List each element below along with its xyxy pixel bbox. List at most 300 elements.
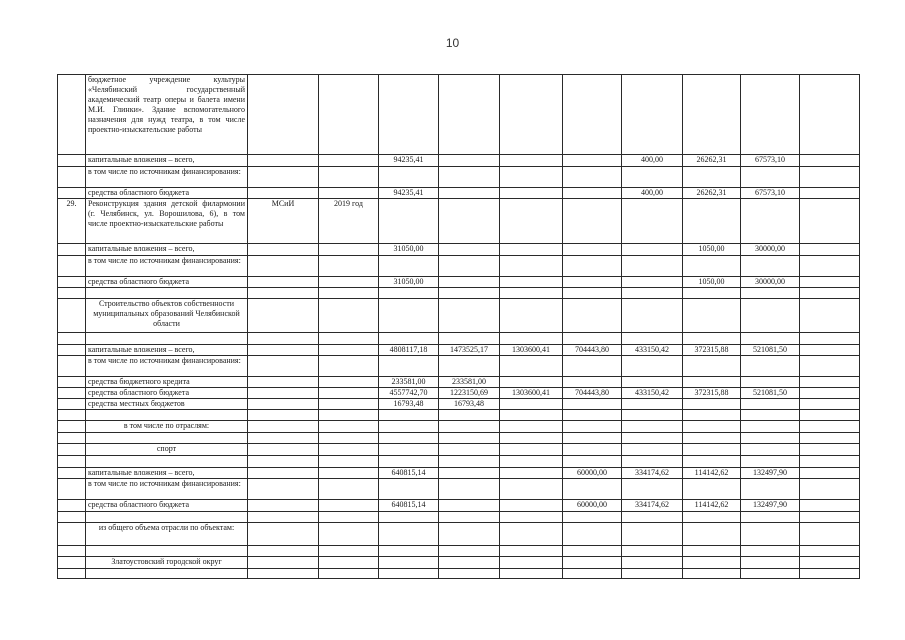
organization-cell [248,167,319,188]
row-number-cell [58,333,86,345]
value-cell [741,433,800,444]
value-cell [439,421,500,433]
table-row [58,277,860,288]
value-cell [563,557,622,569]
value-cell [439,468,500,479]
value-cell: 400,00 [622,155,683,167]
period-cell [319,546,379,557]
value-cell [439,277,500,288]
value-cell [439,75,500,155]
value-cell [439,299,500,333]
row-number-cell [58,557,86,569]
value-cell [741,333,800,345]
blank-cell [800,256,860,277]
value-cell: 233581,00 [439,377,500,388]
value-cell [622,433,683,444]
value-cell: 521081,50 [741,345,800,356]
period-cell [319,512,379,523]
value-cell [622,167,683,188]
value-cell [622,256,683,277]
table-row [58,433,860,444]
value-cell [439,288,500,299]
period-cell [319,277,379,288]
description-cell: капитальные вложения – всего, [86,244,248,256]
value-cell [500,479,563,500]
table-row [58,244,860,256]
value-cell: 334174,62 [622,500,683,512]
value-cell [439,444,500,456]
organization-cell [248,388,319,399]
value-cell: 1223150,69 [439,388,500,399]
value-cell [741,569,800,579]
row-number-cell: 29. [58,199,86,244]
value-cell: 640815,14 [379,500,439,512]
description-cell: в том числе по источникам финансирования: [86,479,248,500]
value-cell [439,410,500,421]
value-cell [741,288,800,299]
description-cell: средства бюджетного кредита [86,377,248,388]
page-number: 10 [445,36,460,50]
value-cell: 4557742,70 [379,388,439,399]
value-cell [500,155,563,167]
value-cell [379,523,439,546]
value-cell [741,399,800,410]
value-cell [439,167,500,188]
table-row [58,500,860,512]
value-cell [563,512,622,523]
description-cell: из общего объема отрасли по объектам: [86,523,248,546]
value-cell [439,512,500,523]
table-row [58,155,860,167]
value-cell: 4808117,18 [379,345,439,356]
description-cell [86,333,248,345]
organization-cell [248,277,319,288]
value-cell [379,167,439,188]
value-cell [563,377,622,388]
value-cell [741,479,800,500]
blank-cell [800,410,860,421]
table-row [58,288,860,299]
table-row [58,356,860,377]
organization-cell [248,345,319,356]
blank-cell [800,199,860,244]
table-body [58,75,860,579]
period-cell [319,433,379,444]
value-cell [622,557,683,569]
blank-cell [800,421,860,433]
value-cell [379,512,439,523]
value-cell [500,444,563,456]
value-cell: 16793,48 [379,399,439,410]
value-cell [741,377,800,388]
row-number-cell [58,500,86,512]
value-cell [500,299,563,333]
value-cell [500,410,563,421]
row-number-cell [58,468,86,479]
value-cell: 521081,50 [741,388,800,399]
value-cell [379,75,439,155]
value-cell [439,356,500,377]
value-cell: 30000,00 [741,277,800,288]
organization-cell [248,299,319,333]
value-cell [500,167,563,188]
value-cell [683,512,741,523]
value-cell [439,546,500,557]
value-cell [563,433,622,444]
description-cell: средства областного бюджета [86,500,248,512]
value-cell [500,199,563,244]
value-cell [563,410,622,421]
blank-cell [800,479,860,500]
value-cell: 1303600,41 [500,345,563,356]
period-cell: 2019 год [319,199,379,244]
period-cell [319,333,379,345]
organization-cell [248,523,319,546]
blank-cell [800,277,860,288]
row-number-cell [58,244,86,256]
table-row [58,421,860,433]
table-row [58,377,860,388]
period-cell [319,410,379,421]
blank-cell [800,569,860,579]
organization-cell [248,421,319,433]
organization-cell [248,444,319,456]
value-cell [622,410,683,421]
value-cell [379,456,439,468]
value-cell [683,167,741,188]
blank-cell [800,244,860,256]
value-cell [563,288,622,299]
description-cell: в том числе по отраслям: [86,421,248,433]
organization-cell [248,75,319,155]
period-cell [319,479,379,500]
value-cell: 704443,80 [563,345,622,356]
value-cell [500,256,563,277]
value-cell [500,546,563,557]
value-cell [439,523,500,546]
value-cell [563,75,622,155]
value-cell [741,421,800,433]
value-cell [683,557,741,569]
value-cell [563,569,622,579]
period-cell [319,256,379,277]
row-number-cell [58,345,86,356]
period-cell [319,345,379,356]
row-number-cell [58,546,86,557]
value-cell [622,75,683,155]
period-cell [319,444,379,456]
value-cell [379,421,439,433]
period-cell [319,468,379,479]
value-cell [379,569,439,579]
value-cell [622,356,683,377]
table-row [58,75,860,155]
period-cell [319,299,379,333]
organization-cell [248,410,319,421]
value-cell: 30000,00 [741,244,800,256]
value-cell [500,456,563,468]
period-cell [319,244,379,256]
value-cell [741,356,800,377]
value-cell [379,410,439,421]
value-cell [379,256,439,277]
period-cell [319,569,379,579]
value-cell [622,456,683,468]
blank-cell [800,500,860,512]
period-cell [319,421,379,433]
value-cell: 132497,90 [741,500,800,512]
table-row [58,546,860,557]
value-cell [683,399,741,410]
period-cell [319,288,379,299]
value-cell [741,444,800,456]
table-row [58,468,860,479]
row-number-cell [58,288,86,299]
row-number-cell [58,523,86,546]
value-cell [683,421,741,433]
row-number-cell [58,256,86,277]
value-cell [683,569,741,579]
value-cell [379,557,439,569]
value-cell: 233581,00 [379,377,439,388]
value-cell [500,523,563,546]
description-cell [86,288,248,299]
blank-cell [800,512,860,523]
value-cell [622,523,683,546]
value-cell [500,377,563,388]
description-cell [86,512,248,523]
organization-cell [248,244,319,256]
blank-cell [800,75,860,155]
value-cell: 94235,41 [379,155,439,167]
value-cell [683,256,741,277]
value-cell [379,288,439,299]
row-number-cell [58,444,86,456]
value-cell: 1050,00 [683,277,741,288]
blank-cell [800,523,860,546]
period-cell [319,188,379,199]
row-number-cell [58,167,86,188]
value-cell: 114142,62 [683,500,741,512]
organization-cell [248,546,319,557]
value-cell [741,256,800,277]
organization-cell [248,569,319,579]
blank-cell [800,288,860,299]
value-cell [741,456,800,468]
value-cell [683,523,741,546]
value-cell [439,155,500,167]
value-cell: 433150,42 [622,345,683,356]
blank-cell [800,155,860,167]
value-cell [563,421,622,433]
table-row [58,188,860,199]
row-number-cell [58,277,86,288]
description-cell: средства местных бюджетов [86,399,248,410]
value-cell [622,512,683,523]
value-cell [379,479,439,500]
period-cell [319,557,379,569]
description-cell [86,546,248,557]
value-cell [563,277,622,288]
value-cell [563,199,622,244]
value-cell: 334174,62 [622,468,683,479]
value-cell: 704443,80 [563,388,622,399]
value-cell [439,433,500,444]
description-cell [86,433,248,444]
table-row [58,199,860,244]
table-row [58,569,860,579]
table-row [58,456,860,468]
blank-cell [800,345,860,356]
table-row [58,512,860,523]
period-cell [319,167,379,188]
value-cell [500,188,563,199]
period-cell [319,356,379,377]
description-cell: средства областного бюджета [86,388,248,399]
period-cell [319,456,379,468]
organization-cell [248,479,319,500]
row-number-cell [58,356,86,377]
value-cell: 400,00 [622,188,683,199]
organization-cell [248,500,319,512]
value-cell [563,155,622,167]
value-cell [563,523,622,546]
blank-cell [800,299,860,333]
value-cell [741,546,800,557]
organization-cell [248,557,319,569]
table-row [58,345,860,356]
description-cell: капитальные вложения – всего, [86,468,248,479]
description-cell [86,410,248,421]
row-number-cell [58,410,86,421]
value-cell: 60000,00 [563,468,622,479]
organization-cell [248,512,319,523]
value-cell [683,288,741,299]
value-cell [741,512,800,523]
value-cell: 94235,41 [379,188,439,199]
period-cell [319,75,379,155]
value-cell [622,244,683,256]
value-cell [379,546,439,557]
value-cell: 372315,88 [683,388,741,399]
value-cell [563,333,622,345]
value-cell [683,75,741,155]
period-cell [319,377,379,388]
value-cell: 26262,31 [683,155,741,167]
value-cell [379,356,439,377]
value-cell [622,479,683,500]
value-cell [741,75,800,155]
description-cell [86,569,248,579]
blank-cell [800,433,860,444]
description-cell: в том числе по источникам финансирования: [86,256,248,277]
value-cell [741,557,800,569]
blank-cell [800,377,860,388]
value-cell [683,199,741,244]
row-number-cell [58,188,86,199]
value-cell [500,468,563,479]
organization-cell [248,377,319,388]
description-cell: капитальные вложения – всего, [86,155,248,167]
blank-cell [800,456,860,468]
row-number-cell [58,377,86,388]
value-cell [683,410,741,421]
value-cell [741,523,800,546]
blank-cell [800,468,860,479]
value-cell [683,456,741,468]
description-cell: бюджетное учреждение культуры «Челябинский государственный академический театр оперы и балета имени М.И. Глинки». Здание вспомогательного назначения для нужд театра, в том числе проектно-изыскательские работы [86,75,248,155]
organization-cell [248,456,319,468]
period-cell [319,500,379,512]
value-cell: 67573,10 [741,155,800,167]
table-row [58,299,860,333]
value-cell [379,333,439,345]
value-cell [500,500,563,512]
description-cell: средства областного бюджета [86,277,248,288]
organization-cell [248,256,319,277]
investment-table [57,74,860,579]
value-cell [622,399,683,410]
organization-cell [248,433,319,444]
value-cell [563,399,622,410]
value-cell [439,569,500,579]
value-cell [622,199,683,244]
value-cell [500,569,563,579]
table-row [58,523,860,546]
value-cell [622,377,683,388]
description-cell: в том числе по источникам финансирования: [86,167,248,188]
row-number-cell [58,299,86,333]
value-cell [622,569,683,579]
value-cell: 132497,90 [741,468,800,479]
value-cell [379,433,439,444]
table-row [58,388,860,399]
row-number-cell [58,569,86,579]
value-cell [500,356,563,377]
table-row [58,333,860,345]
value-cell [741,199,800,244]
value-cell [500,333,563,345]
value-cell: 372315,88 [683,345,741,356]
blank-cell [800,167,860,188]
value-cell [379,299,439,333]
table-row [58,444,860,456]
organization-cell [248,399,319,410]
value-cell: 114142,62 [683,468,741,479]
value-cell: 26262,31 [683,188,741,199]
table-row [58,256,860,277]
organization-cell: МСиИ [248,199,319,244]
value-cell [439,557,500,569]
organization-cell [248,188,319,199]
value-cell [683,433,741,444]
value-cell [563,479,622,500]
description-cell: средства областного бюджета [86,188,248,199]
value-cell [500,399,563,410]
organization-cell [248,288,319,299]
value-cell [622,421,683,433]
organization-cell [248,468,319,479]
table-row [58,399,860,410]
row-number-cell [58,512,86,523]
value-cell [500,75,563,155]
value-cell [563,546,622,557]
blank-cell [800,356,860,377]
value-cell [683,299,741,333]
value-cell [563,244,622,256]
value-cell [439,456,500,468]
row-number-cell [58,479,86,500]
